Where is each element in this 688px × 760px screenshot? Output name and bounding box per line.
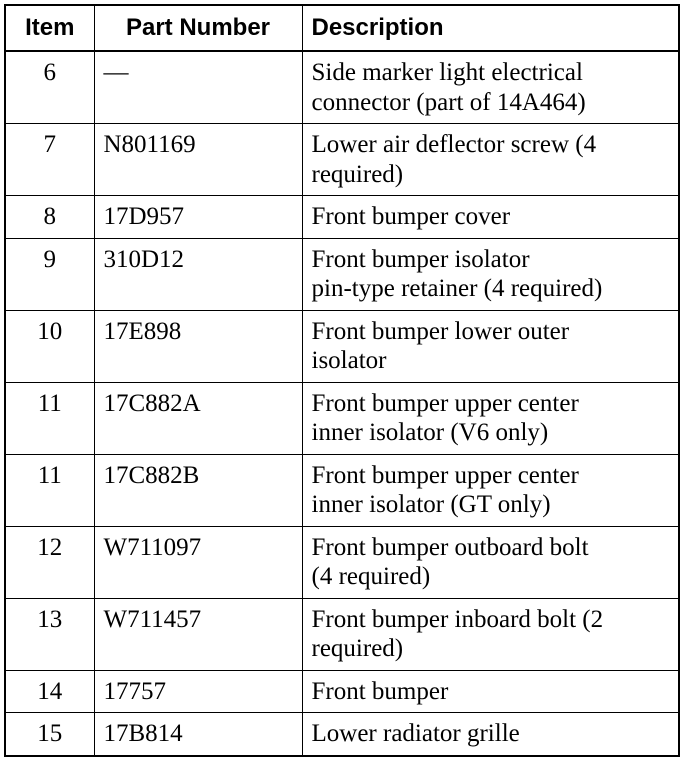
item-cell: 10 [5, 310, 94, 382]
description-cell: Lower radiator grille [302, 713, 679, 756]
description-cell: Side marker light electrical connector (part of 14A464) [302, 51, 679, 124]
description-cell: Front bumper isolator pin-type retainer (4 required) [302, 238, 679, 310]
description-cell: Lower air deflector screw (4 required) [302, 124, 679, 196]
item-cell: 11 [5, 382, 94, 454]
description-cell: Front bumper [302, 670, 679, 713]
table-row [5, 713, 679, 756]
description-cell: Front bumper upper center inner isolator (GT only) [302, 454, 679, 526]
part-number-cell: — [94, 51, 302, 124]
table-row [5, 382, 679, 454]
description-cell: Front bumper inboard bolt (2 required) [302, 598, 679, 670]
table-row [5, 124, 679, 196]
part-number-cell: W711457 [94, 598, 302, 670]
header-row [5, 5, 679, 51]
part-number-cell: 17757 [94, 670, 302, 713]
part-number-cell: 17D957 [94, 196, 302, 239]
description-cell: Front bumper upper center inner isolator (V6 only) [302, 382, 679, 454]
table-row [5, 196, 679, 239]
item-cell: 11 [5, 454, 94, 526]
table-header [5, 5, 679, 51]
item-cell: 8 [5, 196, 94, 239]
item-cell: 7 [5, 124, 94, 196]
header-part-number: Part Number [94, 5, 302, 51]
item-cell: 14 [5, 670, 94, 713]
description-cell: Front bumper cover [302, 196, 679, 239]
part-number-cell: 310D12 [94, 238, 302, 310]
table-row [5, 310, 679, 382]
part-number-cell: N801169 [94, 124, 302, 196]
item-cell: 13 [5, 598, 94, 670]
item-cell: 6 [5, 51, 94, 124]
table-row [5, 51, 679, 124]
header-description: Description [302, 5, 679, 51]
table-row [5, 670, 679, 713]
part-number-cell: 17E898 [94, 310, 302, 382]
part-number-cell: 17B814 [94, 713, 302, 756]
description-cell: Front bumper lower outer isolator [302, 310, 679, 382]
part-number-cell: 17C882A [94, 382, 302, 454]
table-row [5, 454, 679, 526]
header-item: Item [5, 5, 94, 51]
table-row [5, 238, 679, 310]
part-number-cell: 17C882B [94, 454, 302, 526]
item-cell: 9 [5, 238, 94, 310]
description-cell: Front bumper outboard bolt (4 required) [302, 526, 679, 598]
parts-table [4, 4, 680, 757]
part-number-cell: W711097 [94, 526, 302, 598]
item-cell: 15 [5, 713, 94, 756]
table-row [5, 598, 679, 670]
table-row [5, 526, 679, 598]
table-body [5, 51, 679, 756]
item-cell: 12 [5, 526, 94, 598]
